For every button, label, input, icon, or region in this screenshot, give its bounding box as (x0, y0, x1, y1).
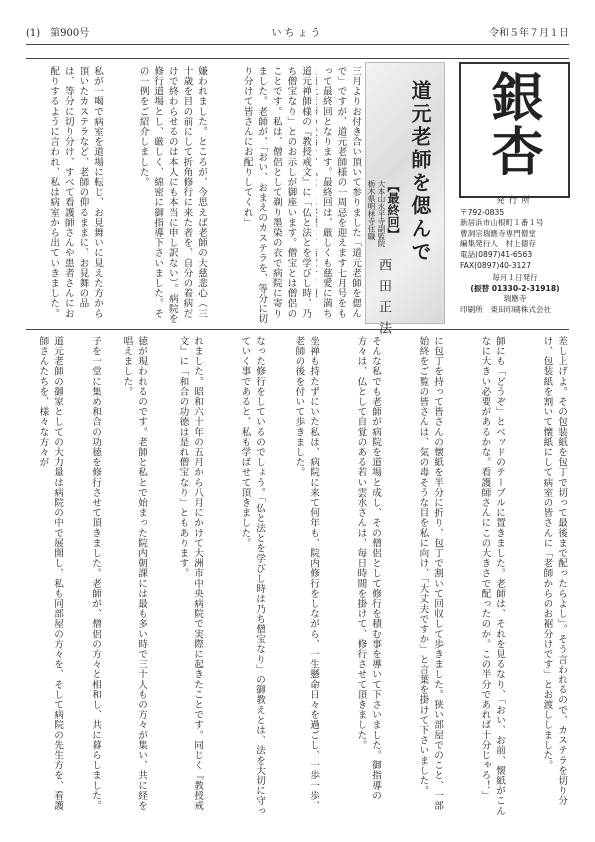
publisher-editor: 編集発行人 村上德存 (460, 239, 536, 249)
body-column-lower-1: 差し上げよ。その包装紙を包丁で切って最後まで配ったらよし」。そう言われるので、カステラを切り分け、包装紙を割いて懐紙にして病室の皆さんに「老師からのお裾分けです」とお渡ししました。 (541, 336, 567, 806)
article-series-label: 【最終回】 (386, 180, 400, 240)
publisher-address-2: 曹洞宗瑞應寺専門僧堂 (460, 228, 536, 238)
publisher-address: 新居浜市山根町１番１号 (460, 218, 544, 228)
article-title: 道元老師を偲んで (408, 80, 432, 264)
author-affiliation-2: 栃木県明林寺住職 (367, 180, 376, 240)
page-header (26, 20, 569, 42)
publisher-info (460, 196, 570, 316)
header-rule (26, 44, 569, 45)
publisher-temple: 瑞應寺 (503, 294, 527, 304)
body-column-lower-2: 師にも「どうぞ」とベッドのテーブルに置きました。老師は、それを見るなり、「おい、お前、懐紙がこんなに大きい必要があるかな。看護師さんにこの大きさで配ったのか。この半分であれば十分じゃろ！」 (479, 336, 505, 816)
publisher-postal: 〒792-0835 (460, 207, 505, 217)
body-column-upper-2: 道元禅師様の『教授戒文』に「仏と法とを学びし時、乃ち僧宝なり」とのお示しが御座います。僧宝とは僧侶のことです。私は、僧侶として剃り墨染の衣で病院に寄りました。老師が、「おい、おまえのカステラを、等分に切り分けて皆さんにお配りしてくれ」 (241, 66, 311, 324)
publisher-label: 発行所 (496, 196, 534, 206)
publisher-transfer: (振替 01330-2-31918) (470, 283, 560, 293)
publisher-schedule: 毎月１日発行 (492, 273, 538, 283)
body-column-lower-4: そんな私でも老師が病院を道場と成し、その僧侶として修行を積む事を導いて下さいました。御指導の方々は、仏として自覚のある若い雲水さんは、毎日時間を掛けて、修行させて頂きました。 (355, 336, 381, 801)
author-affiliation-1: 大本山永平寺副監院 (377, 180, 386, 248)
body-column-lower-5: 坐禅も持たずにいた私は、病院に来て何年も、院内修行をしながら、一生懸命日々を過ごし、一歩一歩、老師の後を付いて歩きました。 (293, 336, 319, 811)
issue-number: (1) 第900号 (26, 28, 90, 39)
body-column-lower-7: れました。昭和六十年の五月から八月にかけて大洲市中央病院で実際に起きたことです。同じく『教授戒文』に「和合の功徳は是れ僧宝なり」ともあります。 (177, 336, 203, 811)
body-column-upper-3: 嫌われました。ところが、今思えば老師の大慈悲心（三十歳を目の前にして折角修行に来た者を、自分の着病だけで終わらせるのは本人にも本当に申し訳ない）。病院を修行道場とし、厳しく、綿密に御指導下さいました。その一例をご紹介しました。 (137, 66, 207, 324)
section-divider (26, 329, 569, 330)
body-column-lower-10: 道元老師の御家としての大力量は病院の中で展開し、私も同部屋の方々を、そして病院の先生方を、看護師さんたちを、様々な方々が (37, 336, 63, 811)
publisher-fax: FAX(0897)40-3127 (460, 260, 532, 270)
issue-date: 令和５年７月１日 (489, 28, 569, 39)
body-column-lower-8: 徳が現われるのです。老師と私とで始まった院内朝課には最も多い時で三十人もの方々が集い、共に経を唱えました。 (121, 336, 147, 811)
body-column-upper-4: 私が一喝で病室を道場に転じ、お見舞いに見えた方から頂いたカステラなど、老師の仰るままに、お見舞の品は、等分に切り分け、すべて看護師さんや患者さんにお配りするように言われ、私は病室から出ていきました。 (48, 66, 103, 319)
body-column-lower-9: 子を一堂に集め和合の功徳を修行させて頂きました。老師が、僧侶の方々と相和し、共に暮らしました。 (90, 336, 101, 811)
newsletter-name: いちょう (271, 28, 324, 39)
body-column-lower-3: に包丁を持って皆さんの懐紙を半分に折り、包丁で割いて回収して歩きました。狭い部屋でのこと、一部始終をご覧の皆さんは、気の毒そうな目を私に向け、「大丈夫ですか」と言葉を掛けて下さいました。 (417, 336, 443, 811)
author-name: 西田正法 (376, 258, 391, 342)
author-affiliation (366, 180, 386, 248)
publisher-printer: 印刷所 東田印刷株式会社 (460, 304, 552, 314)
publisher-tel: 電話(0897)41-6563 (460, 249, 533, 259)
body-column-upper-1: 三月よりお付き合い頂いて参りました「道元老師を偲んで」ですが、道元老師様の一周忌を迎えます七月号をもって最終回となります。最終回は、厳しくも慈愛に満ち (320, 66, 361, 319)
header-rule-lower (26, 58, 569, 59)
body-column-lower-6: なった修行をしているのでしょう。「仏と法とを学びし時は乃ち僧宝なり」の御教えとは、法を大切に守っていく事であると、私も学ばせて頂きました。 (239, 336, 265, 816)
masthead-logo: 銀杏 (482, 70, 543, 178)
